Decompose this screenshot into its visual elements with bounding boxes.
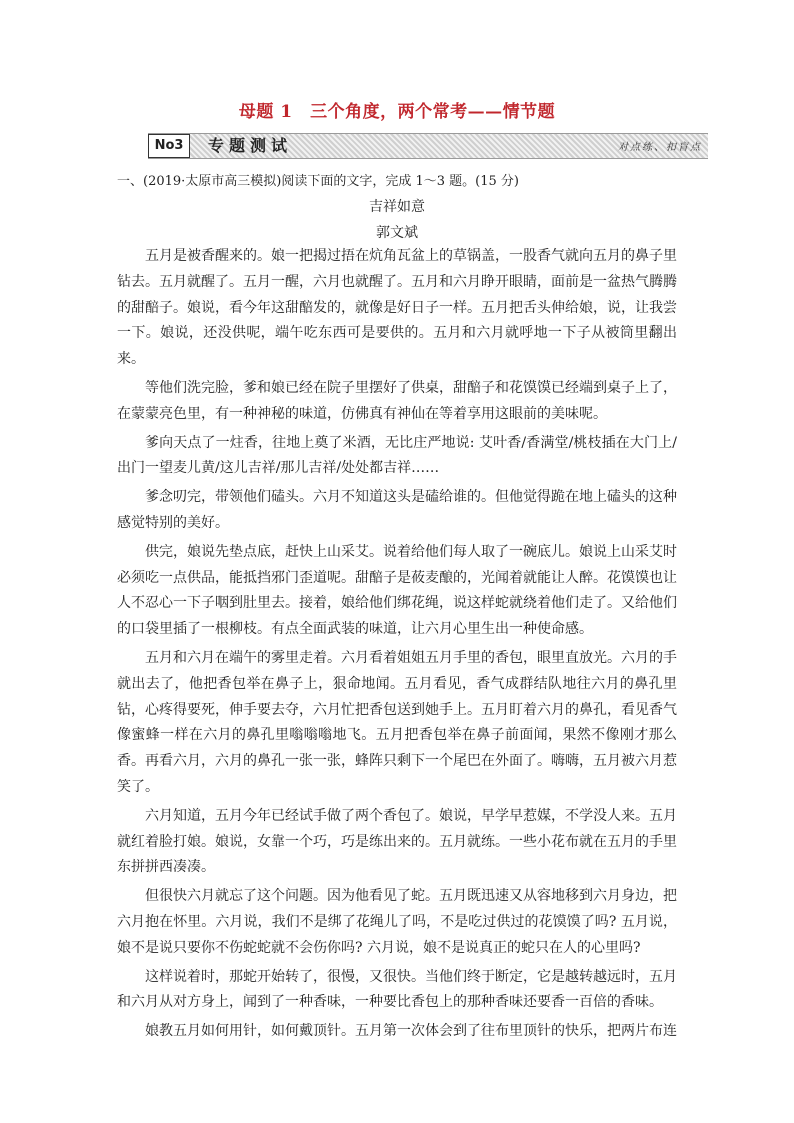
page-title: 母题 1 三个角度，两个常考——情节题 — [238, 102, 556, 122]
paragraph: 等他们洗完脸，爹和娘已经在院子里摆好了供桌，甜醅子和花馍馍已经端到桌子上了，在蒙蒙亮色里，有一种神秘的味道，仿佛真有神仙在等着享用这眼前的美味呢。 — [117, 379, 677, 422]
paragraph: 娘教五月如何用针，如何戴顶针。五月第一次体会到了往布里顶针的快乐，把两片布连 — [145, 1023, 677, 1040]
section-number-badge: No3 — [148, 134, 190, 158]
paragraph: 五月和六月在端午的雾里走着。六月看着姐姐五月手里的香包，眼里直放光。六月的手就出去了，他把香包举在鼻子上，狠命地闻。五月看见，香气成群结队地往六月的鼻孔里钻，心疼得要死，伸手要去夺，六月忙把香包送到她手上。五月盯着六月的鼻孔，看见香气像蜜蜂一样在六月的鼻孔里嗡嗡嗡地飞。五月把香包举在鼻子前面闻，果然不像刚才那么香。再看六月，六月的鼻孔一张一张，蜂阵只剩下一个尾巴在外面了。嗨嗨，五月被六月惹笑了。 — [117, 649, 677, 795]
paragraph: 爹向天点了一炷香，往地上奠了米酒，无比庄严地说: 艾叶香/香满堂/桃枝插在大门上/出门一望麦儿黄/这儿吉祥/那儿吉祥/处处都吉祥…… — [117, 434, 677, 477]
section-subtitle: 对点练、扣盲点 — [618, 142, 702, 153]
paragraph: 供完，娘说先垫点底，赶快上山采艾。说着给他们每人取了一碗底儿。娘说上山采艾时必须吃一点供品，能抵挡邪门歪道呢。甜醅子是莜麦酿的，光闻着就能让人醉。花馍馍也让人不忍心一下子咽到肚里去。接着，娘给他们绑花绳，说这样蛇就绕着他们走了。又给他们的口袋里插了一根柳枝。有点全面武装的味道，让六月心里生出一种使命感。 — [117, 543, 677, 638]
paragraph: 五月是被香醒来的。娘一把揭过捂在炕角瓦盆上的草锅盖，一股香气就向五月的鼻子里钻去。五月就醒了。五月一醒，六月也就醒了。五月和六月睁开眼睛，面前是一盆热气腾腾的甜醅子。娘说，看今年这甜醅发的，就像是好日子一样。五月把舌头伸给娘，说，让我尝一下。娘说，还没供呢，端午吃东西可是要供的。五月和六月就呼地一下子从被筒里翻出来。 — [117, 248, 677, 368]
section-title: 专题测试 — [208, 136, 293, 155]
story-title: 吉祥如意 — [369, 199, 425, 215]
paragraph: 六月知道，五月今年已经试手做了两个香包了。娘说，早学早惹媒，不学没人来。五月就红着脸打娘。娘说，女靠一个巧，巧是练出来的。五月就练。一些小花布就在五月的手里东拼拼西凑凑。 — [117, 807, 677, 876]
story-body — [117, 244, 677, 1048]
paragraph: 这样说着时，那蛇开始转了，很慢，又很快。当他们终于断定，它是越转越远时，五月和六月从对方身上，闻到了一种香味，一种要比香包上的那种香味还要香一百倍的香味。 — [117, 968, 677, 1011]
section-banner — [148, 133, 708, 159]
paragraph: 爹念叨完，带领他们磕头。六月不知道这头是磕给谁的。但他觉得跪在地上磕头的这种感觉特别的美好。 — [117, 489, 677, 531]
question-intro: 一、(2019·太原市高三模拟)阅读下面的文字，完成 1～3 题。(15 分) — [117, 174, 519, 189]
story-author: 郭文斌 — [376, 225, 418, 241]
paragraph: 但很快六月就忘了这个问题。因为他看见了蛇。五月既迅速又从容地移到六月身边，把六月抱在怀里。六月说，我们不是绑了花绳儿了吗，不是吃过供过的花馍馍了吗? 五月说，娘不是说只要你不伤蛇蛇就不会伤你吗? 六月说，娘不是说真正的蛇只在人的心里吗? — [117, 888, 677, 956]
